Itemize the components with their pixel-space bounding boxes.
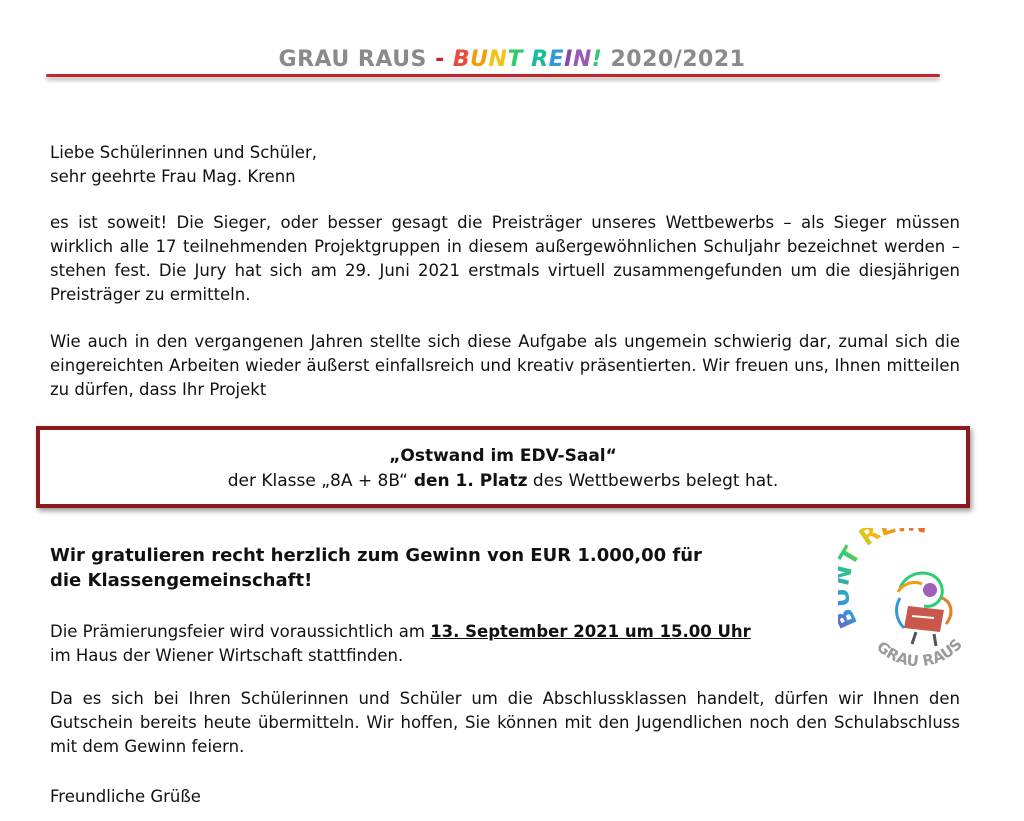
ceremony-line-2: im Haus der Wiener Wirtschaft stattfinden.: [50, 646, 404, 665]
closing: Freundliche Grüße: [50, 787, 201, 806]
ceremony-date: 13. September 2021 um 15.00 Uhr: [430, 622, 751, 641]
award-place: den 1. Platz: [407, 471, 528, 491]
ceremony-prefix: Die Prämierungsfeier wird voraussichtlich am: [50, 622, 431, 641]
award-class-prefix: der Klasse: [227, 471, 322, 491]
project-title: „Ostwand im EDV-Saal“: [389, 446, 617, 466]
header-dash: -: [435, 47, 445, 72]
award-class-name: „8A + 8B“: [321, 471, 408, 491]
header-bunt-rein: [453, 47, 602, 72]
logo-top-arc: R: [854, 528, 886, 552]
bunt-rein-letter: U: [470, 47, 489, 72]
paragraph-intro: es ist soweit! Die Sieger, oder besser gesagt die Preisträger unseres Wettbewerbs – als Sieger müssen wirklich alle 17 teilnehmenden Projektgruppen in diesem außergewöhnlichen Schuljahr bezeichnet werden – stehen fest. Die Jury hat sich am 29. Juni 2021 erstmals virtuell zusammengefunden um die diesjährigen Preisträger zu ermitteln.: [50, 213, 960, 304]
logo-bottom-arc: GRAU RAUS: [873, 635, 966, 671]
logo-graphic: [838, 528, 988, 678]
congrats-line-1: Wir gratulieren recht herzlich zum Gewinn von EUR 1.000,00 für: [50, 545, 702, 566]
logo-figure: [897, 573, 951, 646]
header-grau-raus: GRAU RAUS: [278, 47, 427, 72]
bunt-rein-letter: [523, 47, 531, 72]
bunt-rein-letter: B: [452, 47, 471, 72]
bunt-rein-letter: N: [572, 47, 592, 72]
award-line: [40, 469, 966, 494]
logo-bottom-text: [873, 635, 966, 670]
header-year: 2020/2021: [610, 47, 746, 72]
congrats-line-2: die Klassengemeinschaft!: [50, 570, 313, 591]
bunt-rein-letter: N: [488, 47, 508, 72]
paragraph-task: Wie auch in den vergangenen Jahren stellte sich diese Aufgabe als ungemein schwierig dar, zumal sich die eingereichten Arbeiten wieder äußerst einfallsreich und kreativ präsentierten. Wir freuen uns, Ihnen mitteilen zu dürfen, dass Ihr Projekt: [50, 332, 960, 399]
award-suffix: des Wettbewerbs belegt hat.: [527, 471, 779, 491]
greeting-line-2: sehr geehrte Frau Mag. Krenn: [50, 167, 296, 186]
award-box: [36, 426, 970, 508]
document-header: [0, 46, 1024, 74]
greeting: [50, 141, 960, 189]
congratulations: [50, 543, 810, 593]
greeting-line-1: Liebe Schülerinnen und Schüler,: [50, 143, 317, 162]
grau-raus-bunt-rein-logo: [838, 528, 988, 678]
ceremony-info: [50, 620, 820, 668]
bunt-rein-letter: E: [548, 47, 565, 72]
ceremony-line-1: [50, 620, 820, 644]
bunt-rein-letter: !: [591, 47, 603, 72]
paragraph-voucher: Da es sich bei Ihren Schülerinnen und Schüler um die Abschlussklassen handelt, dürfen wir Ihnen den Gutschein bereits heute übermitteln. Wir hoffen, Sie können mit den Jugendlichen noch den Schulabschluss mit dem Gewinn feiern.: [50, 689, 960, 756]
bunt-rein-letter: R: [531, 47, 549, 72]
bunt-rein-letter: I: [564, 47, 573, 72]
bunt-rein-letter: T: [507, 47, 523, 72]
header-divider: [46, 74, 940, 77]
